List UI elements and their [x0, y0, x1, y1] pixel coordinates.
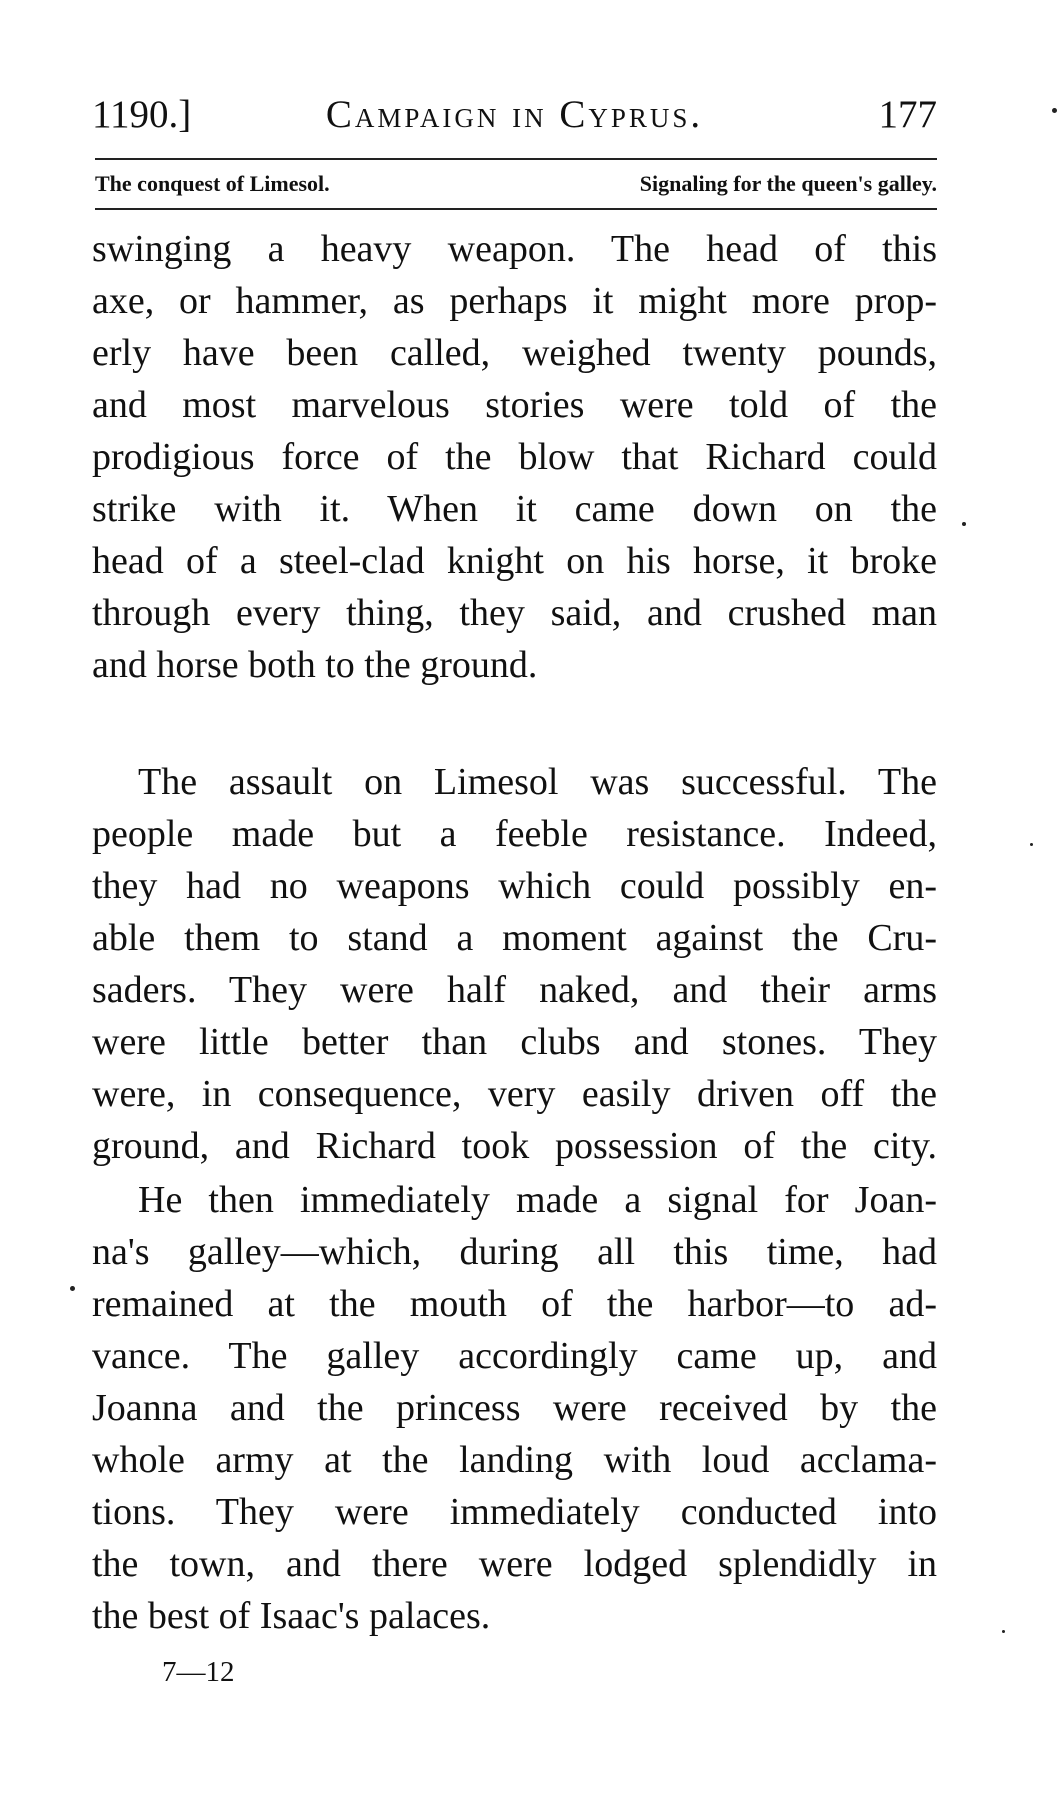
- scan-speck: [1052, 108, 1057, 113]
- text-line: tions. They were immediately conducted into: [92, 1491, 937, 1533]
- subheading-right: Signaling for the queen's galley.: [639, 171, 937, 196]
- header-rule-top: [95, 158, 937, 160]
- text-line: the best of Isaac's palaces.: [92, 1595, 491, 1637]
- text-line: ground, and Richard took possession of the city.: [92, 1125, 937, 1167]
- text-line: through every thing, they said, and crushed man: [92, 592, 937, 634]
- text-line: they had no weapons which could possibly en-: [92, 865, 937, 907]
- text-line: prodigious force of the blow that Richard could: [92, 436, 937, 478]
- text-line: whole army at the landing with loud acclama-: [92, 1439, 937, 1481]
- page-number: 177: [878, 93, 937, 136]
- text-line: head of a steel-clad knight on his horse, it broke: [92, 540, 937, 582]
- text-line: strike with it. When it came down on the: [92, 488, 937, 530]
- running-head-title: Campaign in Cyprus.: [325, 93, 704, 136]
- text-line: The assault on Limesol was successful. The: [138, 761, 937, 803]
- text-line: were little better than clubs and stones. They: [92, 1021, 937, 1063]
- scan-speck: [70, 1286, 75, 1291]
- scan-speck: [1030, 843, 1033, 846]
- text-line: saders. They were half naked, and their arms: [92, 969, 937, 1011]
- text-line: na's galley—which, during all this time, had: [92, 1231, 937, 1273]
- scan-speck: [1002, 1630, 1005, 1633]
- text-line: axe, or hammer, as perhaps it might more prop-: [92, 280, 937, 322]
- text-line: and horse both to the ground.: [92, 644, 538, 686]
- text-line: able them to stand a moment against the Cru-: [92, 917, 937, 959]
- text-line: remained at the mouth of the harbor—to ad-: [92, 1283, 937, 1325]
- running-head: [92, 88, 937, 142]
- text-line: the town, and there were lodged splendidly in: [92, 1543, 937, 1585]
- text-line: and most marvelous stories were told of the: [92, 384, 937, 426]
- text-line: Joanna and the princess were received by the: [92, 1387, 937, 1429]
- text-line: people made but a feeble resistance. Indeed,: [92, 813, 937, 855]
- signature-mark: 7—12: [162, 1656, 235, 1688]
- text-line: erly have been called, weighed twenty pounds,: [92, 332, 937, 374]
- text-line: vance. The galley accordingly came up, and: [92, 1335, 937, 1377]
- subheading-left: The conquest of Limesol.: [95, 171, 330, 196]
- scan-speck: [962, 522, 966, 526]
- text-line: He then immediately made a signal for Joan-: [138, 1179, 937, 1221]
- header-rule-bottom: [95, 208, 937, 210]
- text-line: were, in consequence, very easily driven off the: [92, 1073, 937, 1115]
- running-head-year: 1190.]: [92, 93, 192, 136]
- text-line: swinging a heavy weapon. The head of this: [92, 228, 937, 270]
